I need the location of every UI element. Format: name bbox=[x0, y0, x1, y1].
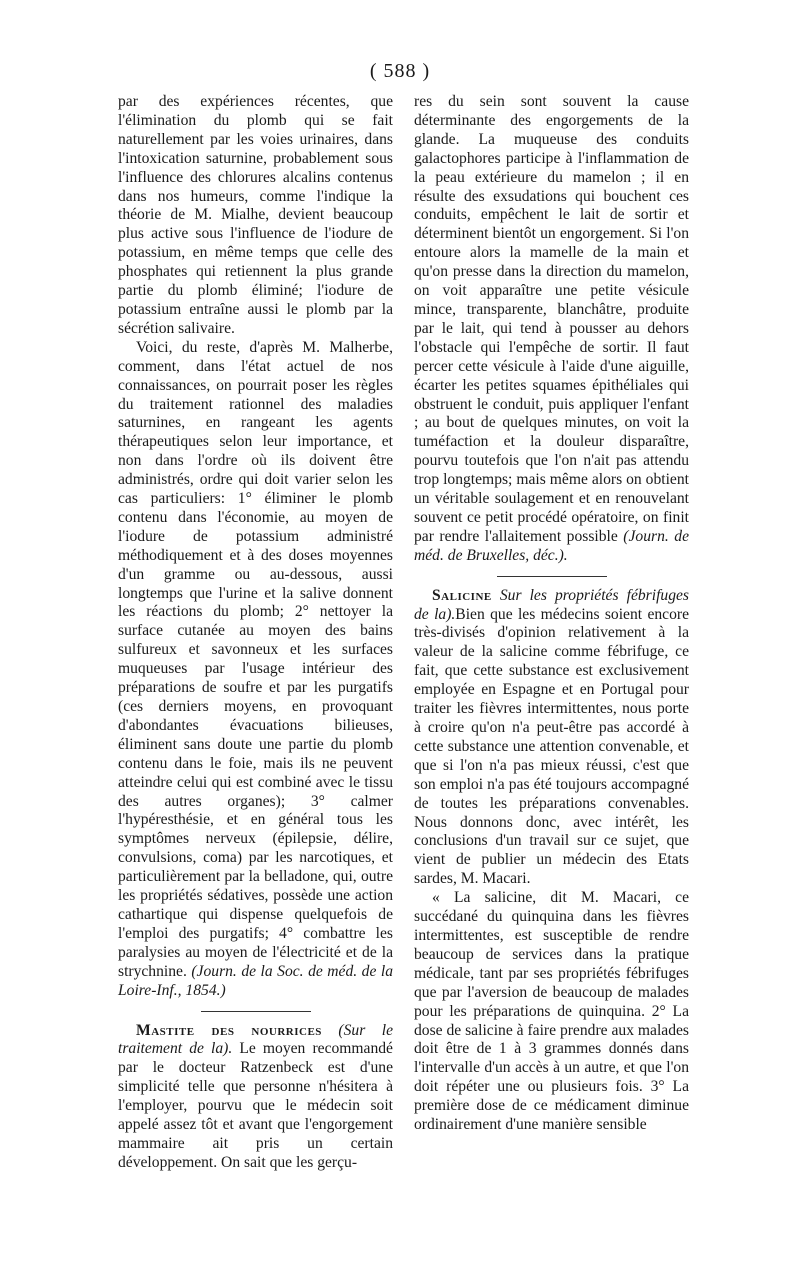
right-column bbox=[414, 93, 689, 1135]
section-subtitle: (Sur le traitement de la). bbox=[118, 1021, 394, 1058]
paragraph: par des expériences récentes, que l'élimination du plomb qui se fait naturellement par les voies urinaires, dans l'intoxication saturnine, probablement sous l'influence des chlorures alcalins contenus dans nos humeurs, comme l'indique la théorie de M. Mialhe, devient beaucoup plus active sous l'influence de l'iodure de potassium, en même temps que celle des phosphates qui retiennent la plus grande partie du plomb éliminé; l'iodure de potassium entraîne aussi le plomb par la sécrétion salivaire. bbox=[118, 93, 393, 337]
citation: (Journ. de la Soc. de méd. de la Loire-Inf., 1854.) bbox=[118, 962, 393, 999]
left-column bbox=[118, 93, 393, 1173]
section-heading: Salicine bbox=[432, 586, 492, 604]
paragraph: « La salicine, dit M. Macari, ce succédané du quinquina dans les fièvres intermittentes, est susceptible de rendre beaucoup de services dans la pratique médicale, tant par ses propriétés fébrifuges que par l'aversion de beaucoup de malades pour les préparations de quinquina. 2° La dose de salicine à faire prendre aux malades doit être de 1 à 3 grammes donnés dans l'intervalle d'un accès à un autre, et que l'on doit répéter une ou plusieurs fois. 3° La première dose de ce médicament diminue ordinairement d'une manière sensible bbox=[414, 889, 689, 1134]
section-divider bbox=[201, 1011, 311, 1012]
paragraph-text: Le moyen recommandé par le docteur Ratzenbeck est d'une simplicité telle que personne n'hésitera à l'employer, pourvu que le médecin soit appelé assez tôt et avant que l'engorgement mammaire ait pris un certain développement. On sait que les gerçu- bbox=[118, 1040, 393, 1171]
section-subtitle: Sur les propriétés fébrifuges de la). bbox=[414, 586, 689, 623]
citation: (Journ. de méd. de Bruxelles, déc.). bbox=[414, 527, 689, 564]
page-number: ( 588 ) bbox=[369, 60, 431, 82]
paragraph-text: Voici, du reste, d'après M. Malherbe, comment, dans l'état actuel de nos connaissances, on pourrait poser les règles du traitement rationnel des maladies saturnines, en rangeant les agents thérapeutiques selon leur importance, et non dans l'ordre où ils doivent être administrés, ordre qui doit varier selon les cas particuliers: 1° éliminer le plomb contenu dans l'économie, au moyen de l'iodure de potassium administré méthodiquement et à des doses moyennes d'un gramme ou au-dessous, aussi longtemps que l'urine et la salive donnent les réactions du plomb; 2° nettoyer la surface cutanée au moyen des bains sulfureux et savonneux et les surfaces muqueuses par l'usage intérieur des préparations de soufre et par les purgatifs (ces derniers moyens, en provoquant d'abondantes évacuations bilieuses, éliminent sans doute une partie du plomb contenu dans le foie, mais ils ne peuvent atteindre celui qui est combiné avec le tissu des autres organes); 3° calmer l'hypéresthésie, et en général tous les symptômes nerveux (épilepsie, délire, convulsions, coma) par les narcotiques, et particulièrement par la belladone, qui, outre les propriétés sédatives, possède une action cathartique qui dispense quelquefois de l'emploi des purgatifs; 4° combattre les paralysies au moyen de l'électricité et de la strychnine. bbox=[118, 338, 393, 980]
section-divider bbox=[497, 576, 607, 577]
paragraph-text: res du sein sont souvent la cause déterminante des engorgements de la glande. La muqueuse des conduits galactophores participe à l'inflammation de la peau extérieure du mamelon ; il en résulte des exsudations qui bouchent ces conduits, empêchent le lait de sortir et déterminent bientôt un engorgement. Si l'on entoure alors la mamelle de la main et qu'on presse dans la direction du mamelon, on voit apparaître une petite vésicule mince, transparente, blanchâtre, produite par le lait, qui tend à pousser au dehors l'obstacle qui l'empêche de sortir. Il faut percer cette vésicule à l'aide d'une aiguille, écarter les petites squames épithéliales qui obstruent le conduit, puis appliquer l'enfant ; au bout de quelques minutes, on voit la tuméfaction et la douleur disparaître, pourvu toutefois que l'on n'ait pas attendu trop longtemps; mais même alors on obtient un véritable soulagement et en renouvelant souvent ce petit procédé opératoire, on finit par rendre l'allaitement possible bbox=[414, 93, 689, 545]
paragraph bbox=[414, 587, 689, 890]
paragraph bbox=[118, 339, 393, 1001]
paragraph bbox=[414, 93, 689, 566]
section-heading: Mastite des nourrices bbox=[136, 1021, 322, 1039]
paragraph bbox=[118, 1022, 393, 1173]
paragraph-text: Bien que les médecins soient encore très-divisés d'opinion relativement à la valeur de la salicine comme fébrifuge, ce fait, que cette substance est exclusivement employée en Espagne et en Portugal pour traiter les fièvres intermittentes, nous porte à croire qu'on n'a peut-être pas accordé à cette substance une attention convenable, et que si l'on n'a pas mieux réussi, c'est que son emploi n'a pas été toujours accompagné de toutes les préparations convenables. Nous donnons donc, avec intérêt, les conclusions d'un travail sur ce sujet, que vient de publier un médecin des Etats sardes, M. Macari. bbox=[414, 605, 690, 888]
